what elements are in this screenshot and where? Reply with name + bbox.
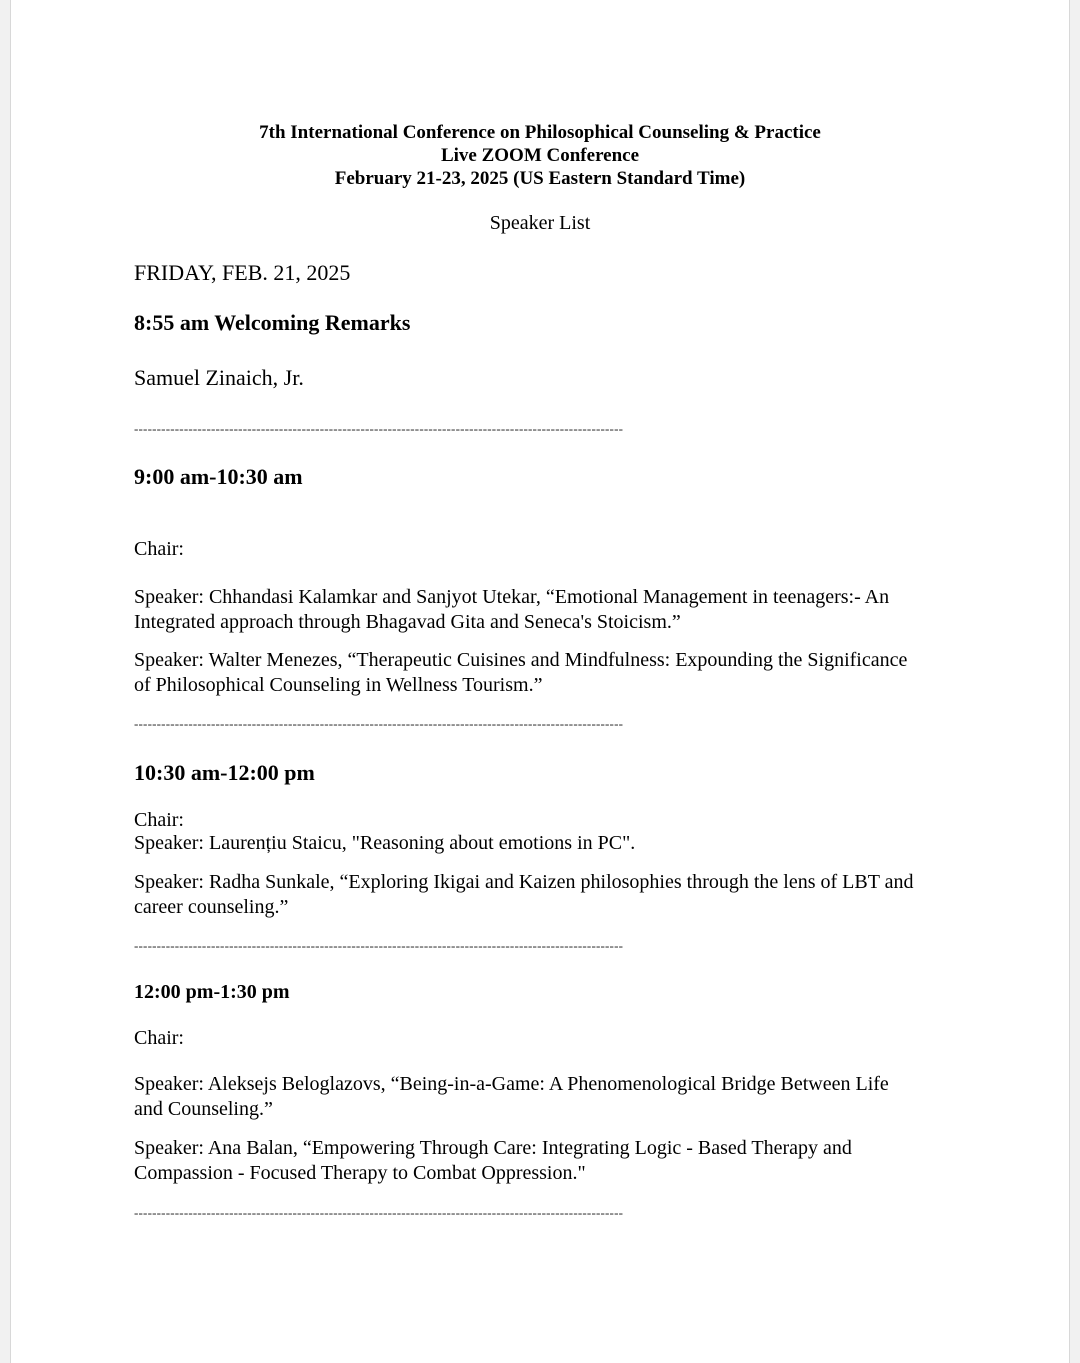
speaker-entry: Speaker: Aleksejs Beloglazovs, “Being-in-a-Game: A Phenomenological Bridge Between Life [134,1073,889,1095]
speaker-entry-cont: Compassion - Focused Therapy to Combat Oppression." [134,1162,586,1184]
speaker-entry: Speaker: Radha Sunkale, “Exploring Ikigai and Kaizen philosophies through the lens of LBT and [134,871,914,893]
separator: ------------------------------------------------------------------------------------------------------------ [134,938,624,953]
separator: ------------------------------------------------------------------------------------------------------------ [134,1205,624,1220]
speaker-entry-cont: of Philosophical Counseling in Wellness Tourism.” [134,674,543,696]
day-heading: FRIDAY, FEB. 21, 2025 [134,260,351,285]
speaker-entry: Speaker: Walter Menezes, “Therapeutic Cuisines and Mindfulness: Expounding the Significance [134,649,908,671]
welcome-speaker: Samuel Zinaich, Jr. [134,365,304,390]
speaker-entry: Speaker: Ana Balan, “Empowering Through Care: Integrating Logic - Based Therapy and [134,1137,852,1159]
conference-dates: February 21-23, 2025 (US Eastern Standard Time) [334,168,746,189]
speaker-entry-cont: career counseling.” [134,896,289,918]
speaker-list-heading: Speaker List [489,212,591,234]
session-time: 10:30 am-12:00 pm [134,760,315,785]
session-time: 9:00 am-10:30 am [134,464,303,489]
speaker-entry: Speaker: Laurențiu Staicu, "Reasoning about emotions in PC". [134,832,636,854]
session-chair: Chair: [134,538,184,560]
separator: ------------------------------------------------------------------------------------------------------------ [134,716,624,731]
speaker-entry-cont: and Counseling.” [134,1098,273,1120]
conference-title: 7th International Conference on Philosophical Counseling & Practice [259,122,821,143]
conference-format: Live ZOOM Conference [440,145,640,166]
session-time: 12:00 pm-1:30 pm [134,981,290,1003]
speaker-entry: Speaker: Chhandasi Kalamkar and Sanjyot Utekar, “Emotional Management in teenagers:- An [134,586,890,608]
speaker-entry-cont: Integrated approach through Bhagavad Gita and Seneca's Stoicism.” [134,611,681,633]
separator: ------------------------------------------------------------------------------------------------------------ [134,421,624,436]
session-chair: Chair: [134,809,184,831]
session-chair: Chair: [134,1027,184,1049]
document-page [10,0,1070,1363]
welcome-time: 8:55 am Welcoming Remarks [134,310,411,335]
